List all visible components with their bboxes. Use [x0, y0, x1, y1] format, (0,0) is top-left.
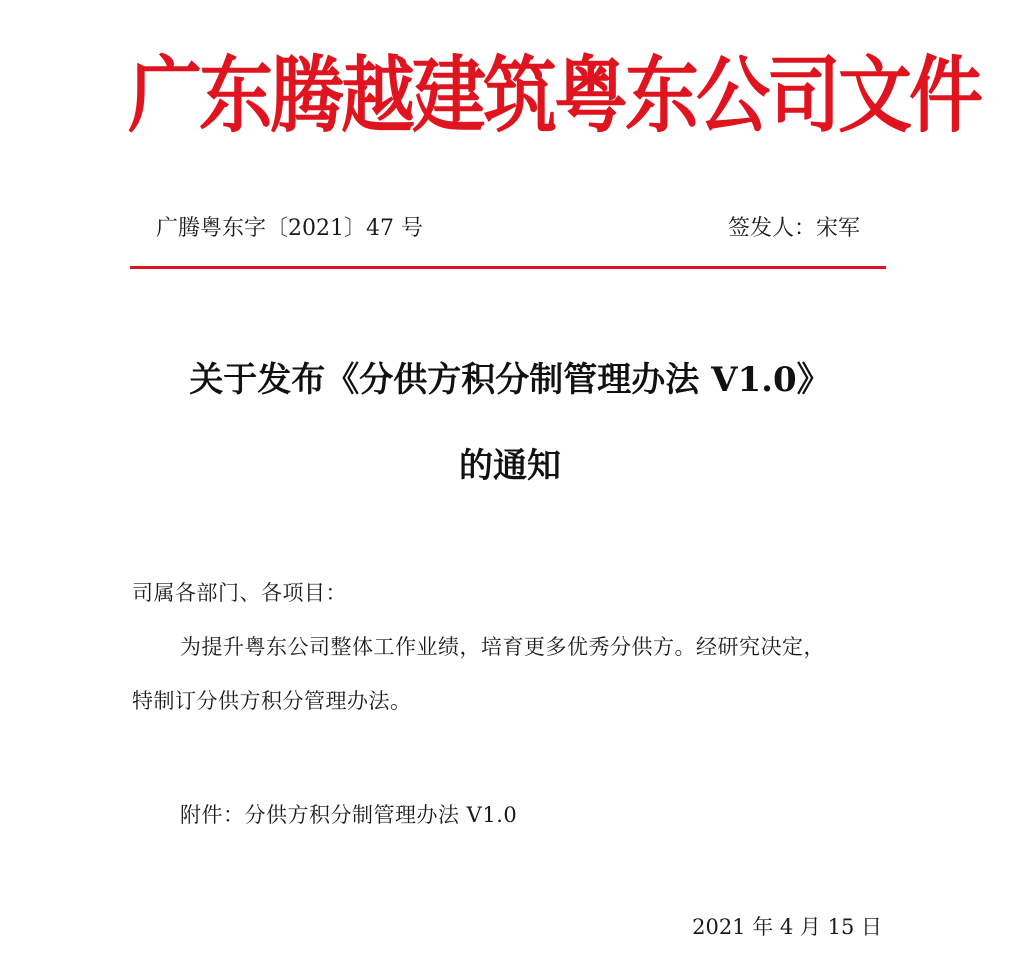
attachment-line: 附件：分供方积分制管理办法 V1.0 — [180, 803, 518, 827]
document-number: 广腾粤东字〔2021〕47 号 — [156, 216, 423, 241]
body-paragraph-line-2: 特制订分供方积分管理办法。 — [132, 689, 412, 713]
header-divider — [130, 266, 886, 269]
body-paragraph-line-1: 为提升粤东公司整体工作业绩，培育更多优秀分供方。经研究决定， — [180, 635, 825, 659]
organization-header-title: 广东腾越建筑粤东公司文件 — [128, 47, 980, 145]
notice-title-line-2: 的通知 — [459, 446, 561, 486]
salutation: 司属各部门、各项目： — [132, 581, 347, 605]
signer-label: 签发人：宋军 — [727, 216, 860, 241]
issue-date: 2021 年 4 月 15 日 — [692, 915, 882, 939]
notice-title-line-1: 关于发布《分供方积分制管理办法 V1.0》 — [189, 360, 831, 400]
